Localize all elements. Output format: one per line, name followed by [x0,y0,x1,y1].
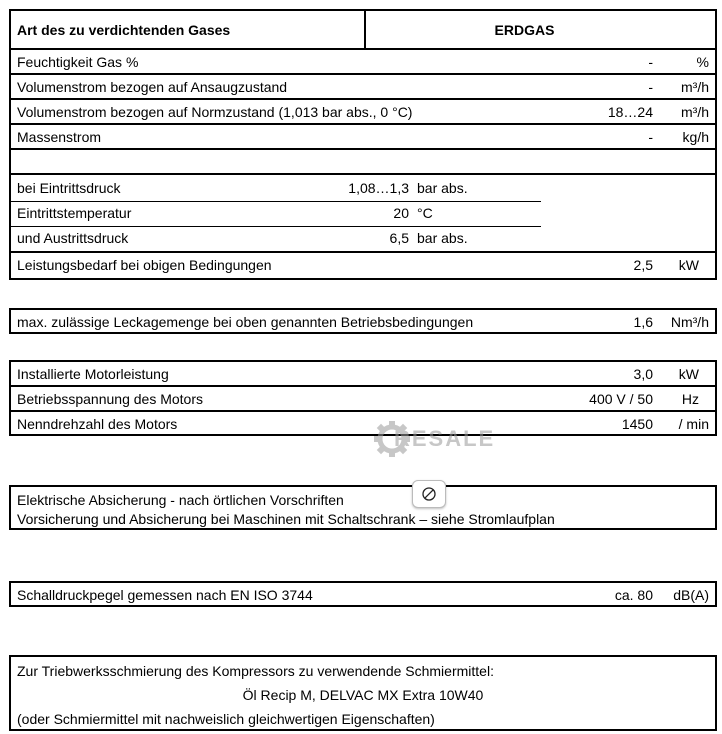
electrical-box [9,485,717,530]
condition-label: bei Eintrittsdruck [17,180,121,196]
gas-row-massflow [11,125,715,150]
condition-value: 1,08…1,3 [348,180,409,196]
row-unit: kW [678,366,699,382]
row-value: 3,0 [633,366,653,382]
row-unit: kW [678,257,699,273]
row-label: Leistungsbedarf bei obigen Bedingungen [17,257,272,273]
condition-unit: bar abs. [417,180,468,196]
motor-row-speed [11,412,715,436]
leakage-label: max. zulässige Leckagemenge bei oben genannten Betriebsbedingungen [17,314,474,330]
gas-row-volume-norm [11,100,715,125]
row-unit: Hz [681,391,699,407]
motor-row-voltage [11,387,715,412]
row-unit: m³/h [681,104,709,120]
electrical-line2: Vorsicherung und Absicherung bei Maschinen mit Schaltschrank – siehe Stromlaufplan [17,511,555,527]
motor-row-power [11,362,715,387]
gas-row-power [11,253,715,278]
row-label: Installierte Motorleistung [17,366,169,382]
row-value: 2,5 [633,257,653,273]
row-label: Volumenstrom bezogen auf Ansaugzustand [17,79,288,95]
leakage-unit: Nm³/h [670,314,709,330]
lubrication-box [9,655,717,731]
noise-unit: dB(A) [673,587,709,603]
prohibited-icon [413,481,445,507]
resale-watermark [372,419,506,459]
gas-row-empty [11,150,715,175]
noise-box [9,581,717,607]
gas-type-header [11,11,715,50]
row-value: - [648,54,653,70]
gas-type-value: ERDGAS [494,22,555,38]
row-unit: % [696,54,709,70]
condition-unit: bar abs. [417,230,468,246]
row-value: - [648,129,653,145]
watermark-text: RESALE [394,426,496,451]
row-value: 400 V / 50 [589,391,653,407]
gas-row-humidity [11,50,715,75]
lubrication-line1: Zur Triebwerksschmierung des Kompressors zu verwendende Schmiermittel: [17,663,494,679]
row-label: Feuchtigkeit Gas % [17,54,139,70]
gas-type-label: Art des zu verdichtenden Gases [17,22,231,38]
row-label: Volumenstrom bezogen auf Normzustand (1,013 bar abs., 0 °C) [17,104,413,120]
noise-value: ca. 80 [614,587,653,603]
electrical-line1: Elektrische Absicherung - nach örtlichen Vorschriften [17,492,344,508]
row-value: 1450 [621,416,653,432]
row-label: Massenstrom [17,129,102,145]
lubrication-line3: (oder Schmiermittel mit nachweislich gleichwertigen Eigenschaften) [17,711,435,727]
motor-table [9,360,717,436]
row-value: 18…24 [607,104,653,120]
row-value: - [648,79,653,95]
condition-label: und Austrittsdruck [17,230,129,246]
condition-value: 20 [393,205,409,221]
row-label: Nenndrehzahl des Motors [17,416,178,432]
leakage-box [9,308,717,334]
gas-conditions [11,175,715,253]
row-label: Betriebsspannung des Motors [17,391,203,407]
row-unit: kg/h [682,129,709,145]
lubrication-line2: Öl Recip M, DELVAC MX Extra 10W40 [242,687,484,703]
condition-value: 6,5 [389,230,409,246]
no-symbol-icon[interactable] [412,480,446,508]
condition-label: Eintrittstemperatur [17,205,132,221]
gas-spec-table [9,9,717,280]
row-unit: m³/h [681,79,709,95]
noise-label: Schalldruckpegel gemessen nach EN ISO 3744 [17,587,313,603]
gas-row-volume-intake [11,75,715,100]
leakage-value: 1,6 [633,314,653,330]
condition-unit: °C [417,205,433,221]
row-unit: / min [678,416,709,432]
